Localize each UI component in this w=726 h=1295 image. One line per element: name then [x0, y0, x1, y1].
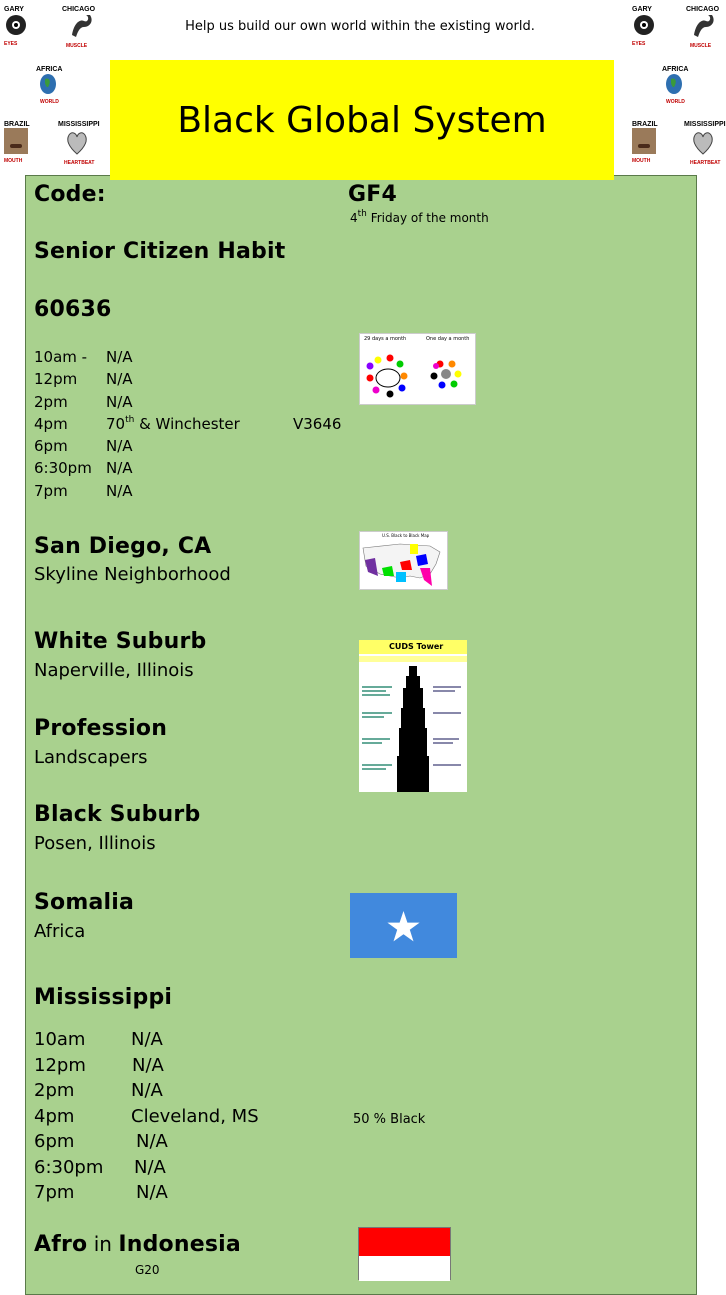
corner-chicago-right	[686, 6, 720, 49]
habit-heading: Senior Citizen Habit	[34, 239, 286, 264]
somalia-flag	[350, 893, 457, 958]
schedule-place: N/A	[106, 459, 133, 478]
country-sub: Africa	[34, 921, 86, 942]
schedule-extra: V3646	[293, 414, 342, 433]
color-wheel-graphic	[360, 344, 477, 404]
us-map-graphic	[360, 538, 449, 590]
corner-chicago-sub: MUSCLE	[690, 43, 712, 49]
mouth-icon	[632, 128, 656, 154]
corner-gary-label: GARY	[4, 6, 24, 13]
tower-title: CUDS Tower	[389, 642, 444, 651]
corner-africa-label: AFRICA	[662, 66, 689, 73]
star-icon	[350, 893, 457, 958]
schedule-time: 6:30pm	[34, 459, 92, 478]
code-value: GF4	[348, 182, 397, 207]
place-rest: & Winchester	[134, 414, 240, 433]
corner-mississippi-label: MISSISSIPPI	[684, 121, 726, 128]
schedule-place: N/A	[106, 437, 133, 456]
wheel-left-title: 29 days a month	[364, 336, 407, 342]
globe-icon	[665, 73, 683, 95]
city-sub: Skyline Neighborhood	[34, 564, 231, 585]
corner-mississippi-label: MISSISSIPPI	[58, 121, 100, 128]
cuds-tower-thumbnail	[359, 640, 467, 792]
corner-brazil	[4, 121, 36, 164]
schedule-time: 6:30pm	[34, 1156, 104, 1178]
black-suburb-heading: Black Suburb	[34, 802, 201, 827]
map-title: U.S. Black to Black Map	[382, 533, 430, 538]
banner-title: Black Global System	[177, 99, 547, 141]
corner-chicago-label: CHICAGO	[686, 6, 720, 13]
corner-chicago-label: CHICAGO	[62, 6, 96, 13]
profession-heading: Profession	[34, 716, 168, 741]
eye-icon	[632, 13, 656, 37]
white-suburb-sub: Naperville, Illinois	[34, 660, 194, 681]
afro-word: Afro	[34, 1232, 88, 1257]
schedule-place	[106, 415, 240, 433]
corner-brazil-right	[632, 121, 664, 164]
country-heading: Somalia	[34, 890, 135, 915]
corner-africa-right	[662, 66, 696, 105]
globe-icon	[39, 73, 57, 95]
schedule-place: N/A	[136, 1182, 168, 1203]
muscle-icon	[68, 13, 94, 39]
tower-graphic	[359, 664, 467, 792]
tagline: Help us build our own world within the existing world.	[185, 19, 535, 34]
schedule-place: N/A	[132, 1054, 164, 1076]
schedule-place: N/A	[131, 1080, 163, 1101]
corner-gary	[4, 6, 30, 47]
schedule-time: 12pm	[34, 370, 78, 389]
corner-africa-sub: WORLD	[40, 99, 59, 105]
schedule-time: 2pm	[34, 1080, 75, 1101]
corner-africa-sub: WORLD	[666, 99, 685, 105]
white-suburb-heading: White Suburb	[34, 629, 207, 654]
us-map-thumbnail	[359, 531, 448, 590]
schedule-time: 6pm	[34, 437, 68, 456]
schedule-place: Cleveland, MS	[131, 1105, 259, 1127]
schedule-place: N/A	[136, 1131, 168, 1152]
code-note	[350, 211, 489, 225]
corner-africa-label: AFRICA	[36, 66, 63, 73]
code-note-num: 4	[350, 211, 358, 225]
corner-brazil-sub: MOUTH	[4, 158, 23, 164]
schedule-place: N/A	[131, 1029, 163, 1050]
schedule-time: 4pm	[34, 1105, 75, 1127]
zip-heading: 60636	[34, 297, 112, 322]
heart-icon	[66, 128, 88, 156]
code-note-sup: th	[357, 209, 367, 219]
schedule-place: N/A	[106, 370, 133, 389]
wheel-diagram-thumbnail	[359, 333, 476, 405]
schedule-place: N/A	[106, 392, 133, 411]
corner-mississippi	[58, 121, 100, 166]
eye-icon	[4, 13, 28, 37]
place-num: 70	[106, 414, 126, 433]
percent-note: 50 % Black	[353, 1112, 426, 1127]
city-heading: San Diego, CA	[34, 534, 212, 559]
schedule-time: 7pm	[34, 481, 68, 500]
place-sup: th	[125, 414, 135, 425]
code-note-rest: Friday of the month	[366, 211, 489, 225]
black-suburb-sub: Posen, Illinois	[34, 833, 156, 854]
corner-brazil-label: BRAZIL	[632, 121, 658, 128]
banner	[110, 60, 614, 180]
code-label: Code:	[34, 182, 106, 207]
corner-mississippi-right	[684, 121, 726, 166]
schedule-time: 2pm	[34, 392, 68, 411]
afro-heading	[34, 1232, 241, 1257]
corner-brazil-label: BRAZIL	[4, 121, 30, 128]
flag-white-band	[359, 1256, 450, 1281]
afro-sub: G20	[135, 1263, 160, 1277]
corner-chicago	[62, 6, 102, 49]
schedule-time: 12pm	[34, 1054, 86, 1076]
wheel-right-title: One day a month	[426, 336, 470, 342]
mouth-icon	[4, 128, 28, 154]
afro-country: Indonesia	[118, 1232, 241, 1257]
state-heading: Mississippi	[34, 985, 173, 1010]
corner-africa	[36, 66, 70, 105]
schedule-place: N/A	[134, 1156, 166, 1178]
schedule-time: 4pm	[34, 414, 68, 433]
corner-brazil-sub: MOUTH	[632, 158, 651, 164]
corner-gary-sub: EYES	[632, 41, 646, 47]
flag-red-band	[359, 1228, 450, 1256]
muscle-icon	[690, 13, 716, 39]
corner-gary-right	[632, 6, 658, 47]
schedule-time: 10am -	[34, 348, 88, 366]
afro-in: in	[87, 1232, 119, 1256]
indonesia-flag	[358, 1227, 451, 1280]
profession-sub: Landscapers	[34, 747, 148, 768]
corner-mississippi-sub: HEARTBEAT	[64, 160, 95, 166]
schedule-time: 10am	[34, 1029, 86, 1050]
corner-gary-label: GARY	[632, 6, 652, 13]
schedule-time: 6pm	[34, 1131, 75, 1152]
schedule-time: 7pm	[34, 1182, 75, 1203]
corner-chicago-sub: MUSCLE	[66, 43, 88, 49]
corner-mississippi-sub: HEARTBEAT	[690, 160, 721, 166]
schedule-place: N/A	[106, 348, 133, 366]
corner-gary-sub: EYES	[4, 41, 18, 47]
heart-icon	[692, 128, 714, 156]
schedule-place: N/A	[106, 481, 133, 500]
